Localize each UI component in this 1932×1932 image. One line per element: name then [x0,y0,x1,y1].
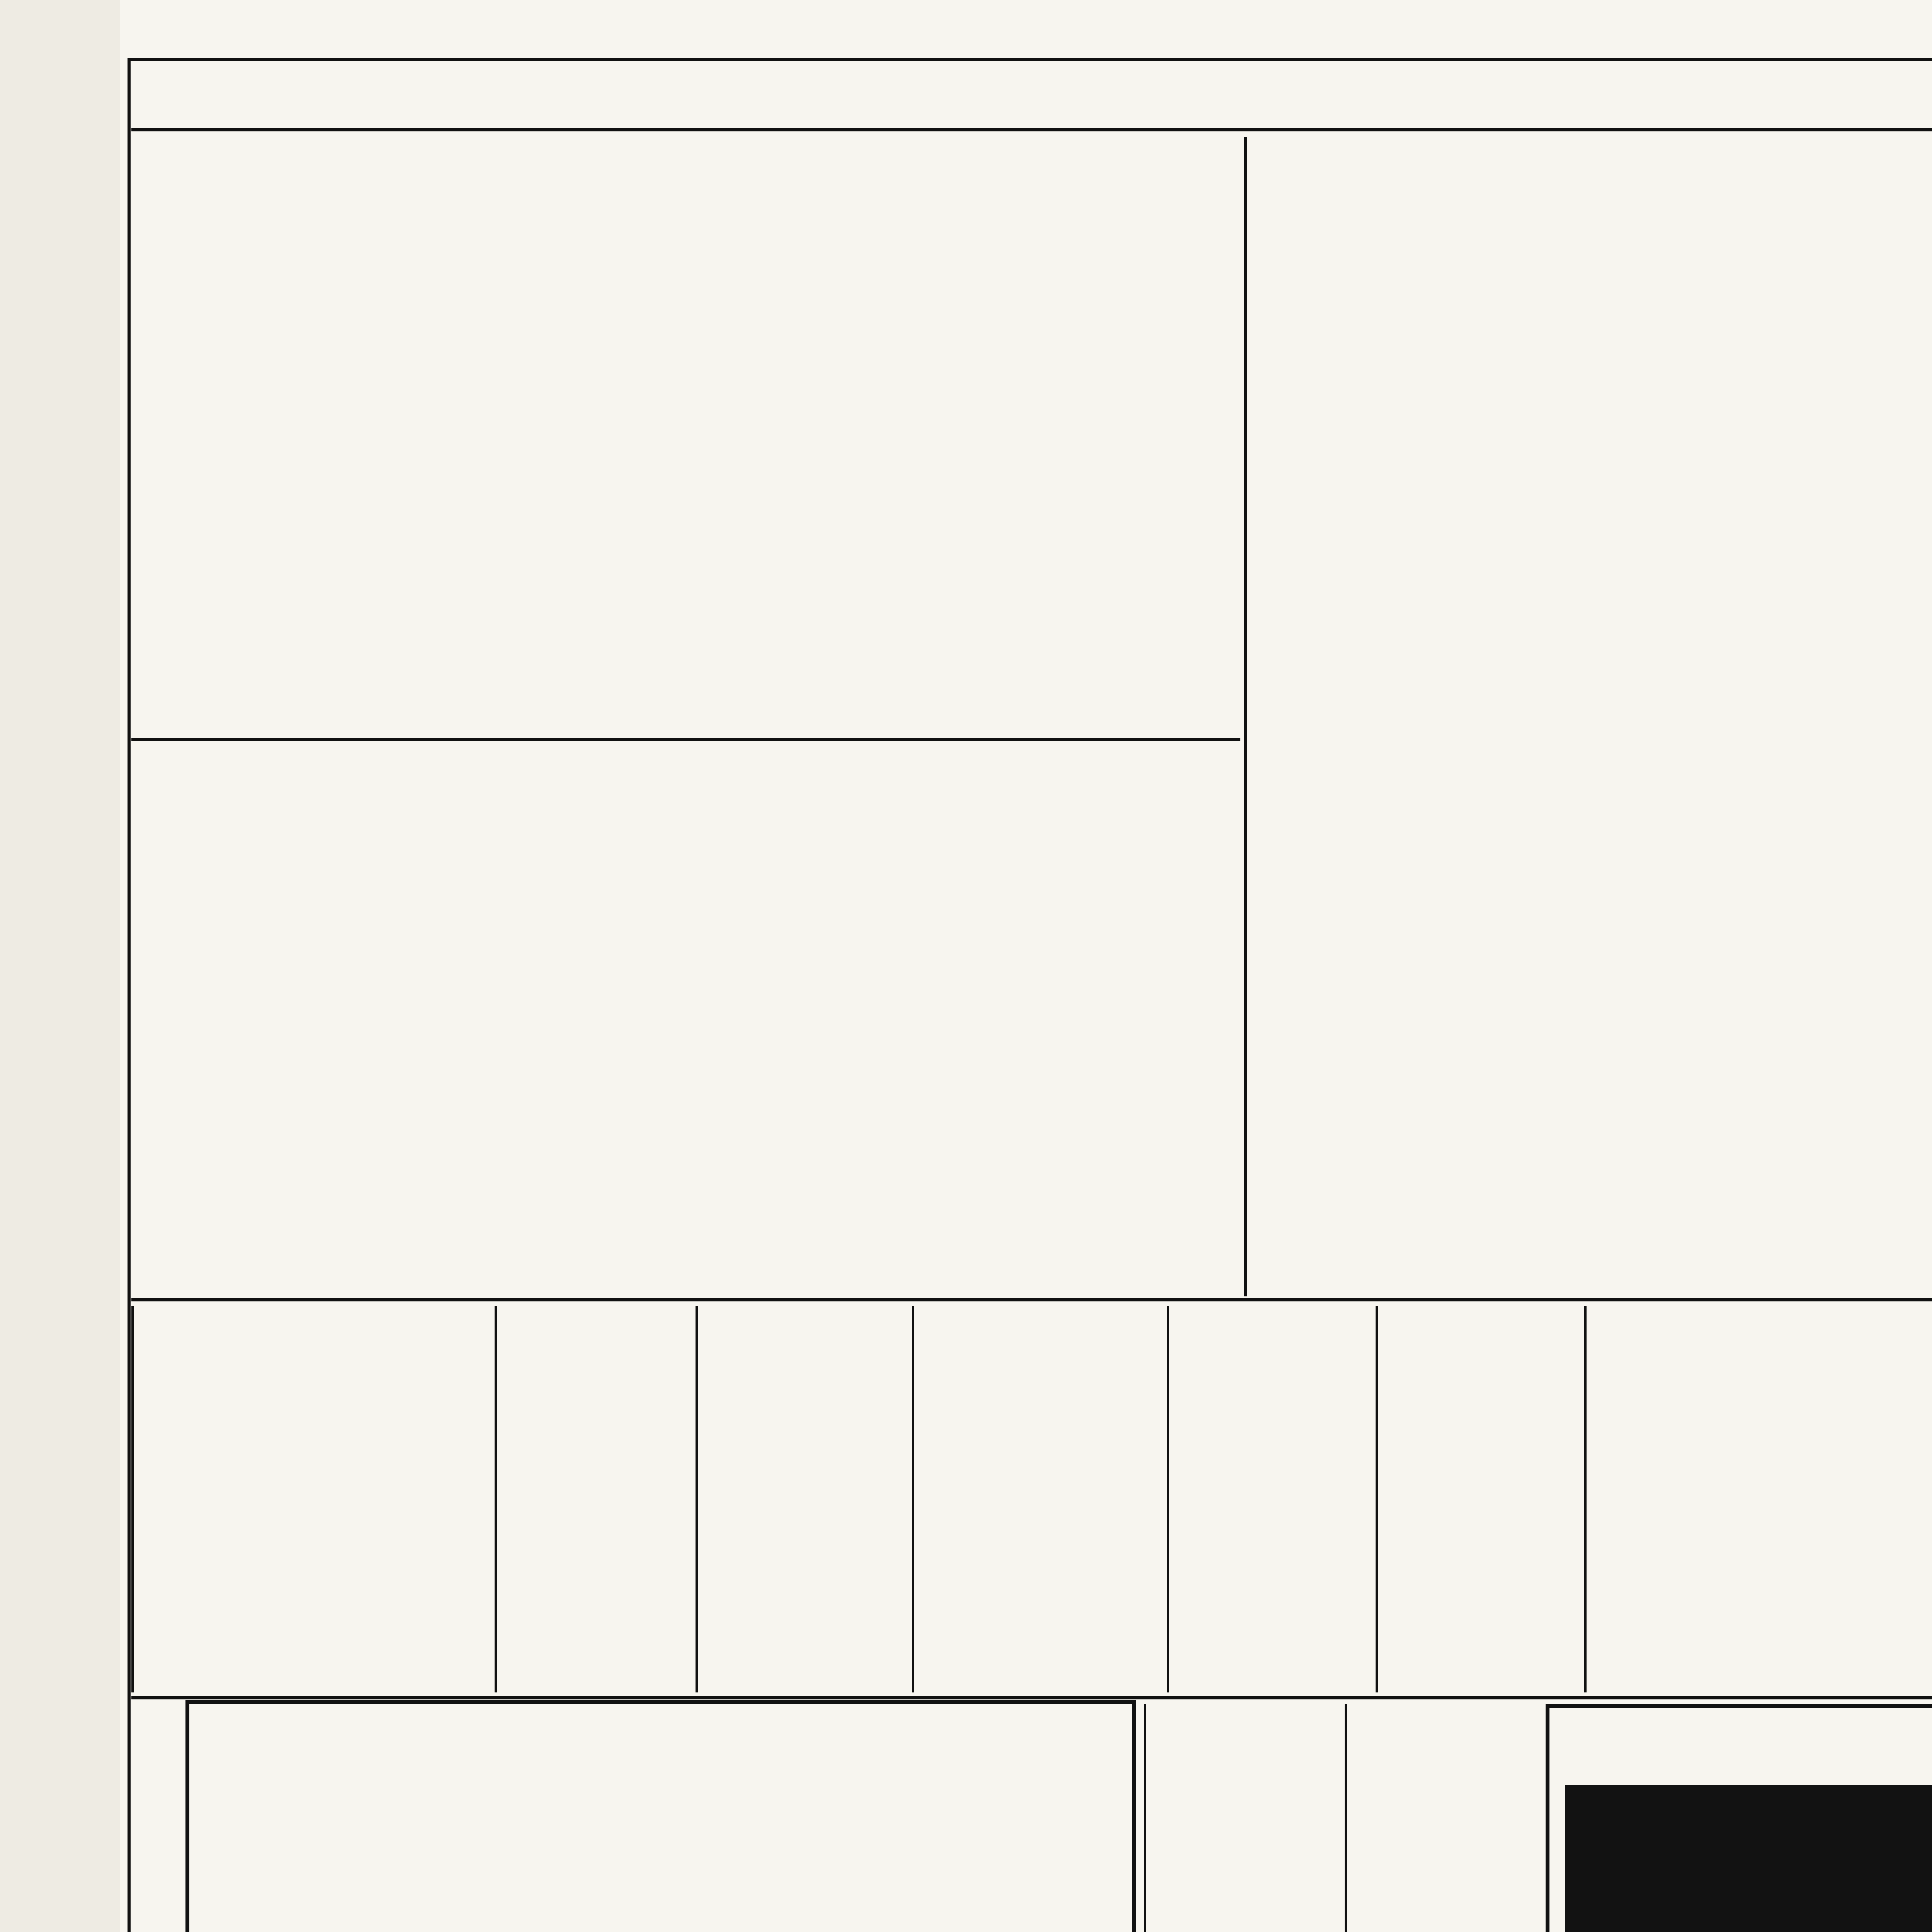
news-fire [781,137,1236,736]
bracket-headline [15,209,93,595]
small-ad [1167,1306,1372,1692]
news-japan-flood [131,746,711,1294]
ad-ship-schedule [185,1700,1136,1932]
small-ad [696,1306,908,1692]
small-ad-english [699,1314,734,1685]
small-ad-body [1171,1314,1318,1685]
ship-title [1070,1712,1124,1932]
news-scouts-body [213,145,661,724]
small-ad [131,1306,491,1692]
ship-agency-cn [205,1716,869,1762]
small-ad-title [1530,1314,1577,1662]
small-ad-body [1379,1314,1526,1685]
small-ad-body [498,1314,638,1685]
news-japan-body [139,753,580,1287]
ship-date-1 [1016,1920,1063,1932]
masthead [131,66,1932,131]
small-ad-body [1194,1712,1240,1932]
small-ad-title [1244,1712,1337,1932]
small-ad-english [1592,1314,1634,1685]
small-ad [495,1306,692,1692]
margin-book-ad-sub [50,1275,81,1352]
news-japan-title [587,753,703,1256]
cancer-product-name [1565,1785,1932,1932]
small-ad-english [1151,1712,1190,1932]
small-ad-english [1403,1712,1441,1932]
news-funeral-body [723,753,1140,1287]
news-scouts-title [668,160,769,624]
news-funeral-title [1148,761,1233,1148]
wowo-catalog [1897,1360,1932,1631]
row-rule [131,738,1240,741]
column-rule [1244,137,1247,1296]
ad-cancer-medicine [1546,1704,1932,1932]
section-rule [131,1696,1932,1699]
small-ad-english [920,1314,962,1685]
small-ad-body [966,1314,1105,1685]
small-ad-title [1109,1314,1159,1662]
small-ad-body [139,1314,429,1685]
margin-book-ad [8,966,116,1507]
small-ad-title [1445,1712,1538,1932]
ship-name-3 [908,1719,954,1913]
editorial [1248,137,1932,1296]
ship-name-1 [1016,1719,1063,1913]
small-ad [1144,1704,1341,1932]
small-ad [1376,1306,1580,1692]
ad-wowo-bookstore [1797,1306,1932,1692]
section-rule [131,1298,1932,1301]
small-ad-body [1349,1712,1399,1932]
ship-name-2 [962,1719,1009,1913]
margin-snippet [23,618,100,927]
small-ad-title [804,1314,904,1662]
editorial-body [1264,145,1932,1285]
ship-agency-sub [205,1766,869,1797]
small-ad-title [437,1314,487,1681]
small-ad [912,1306,1163,1692]
news-scouts [205,137,777,736]
news-funeral [715,746,1240,1294]
small-ad [1345,1704,1542,1932]
small-ad-title [1743,1314,1789,1662]
small-ad-body [738,1314,800,1685]
cancer-banner [1565,1719,1932,1777]
small-ad-title [641,1314,688,1681]
adjacent-page-strip [0,0,120,1932]
small-ad-body [1638,1314,1739,1685]
ship-date-2 [962,1920,1009,1932]
news-fire-title [1128,153,1229,694]
small-ad-title [1321,1314,1368,1662]
margin-vertical-ad [15,1530,112,1932]
news-fire-body [788,145,1121,724]
small-ad [1584,1306,1793,1692]
